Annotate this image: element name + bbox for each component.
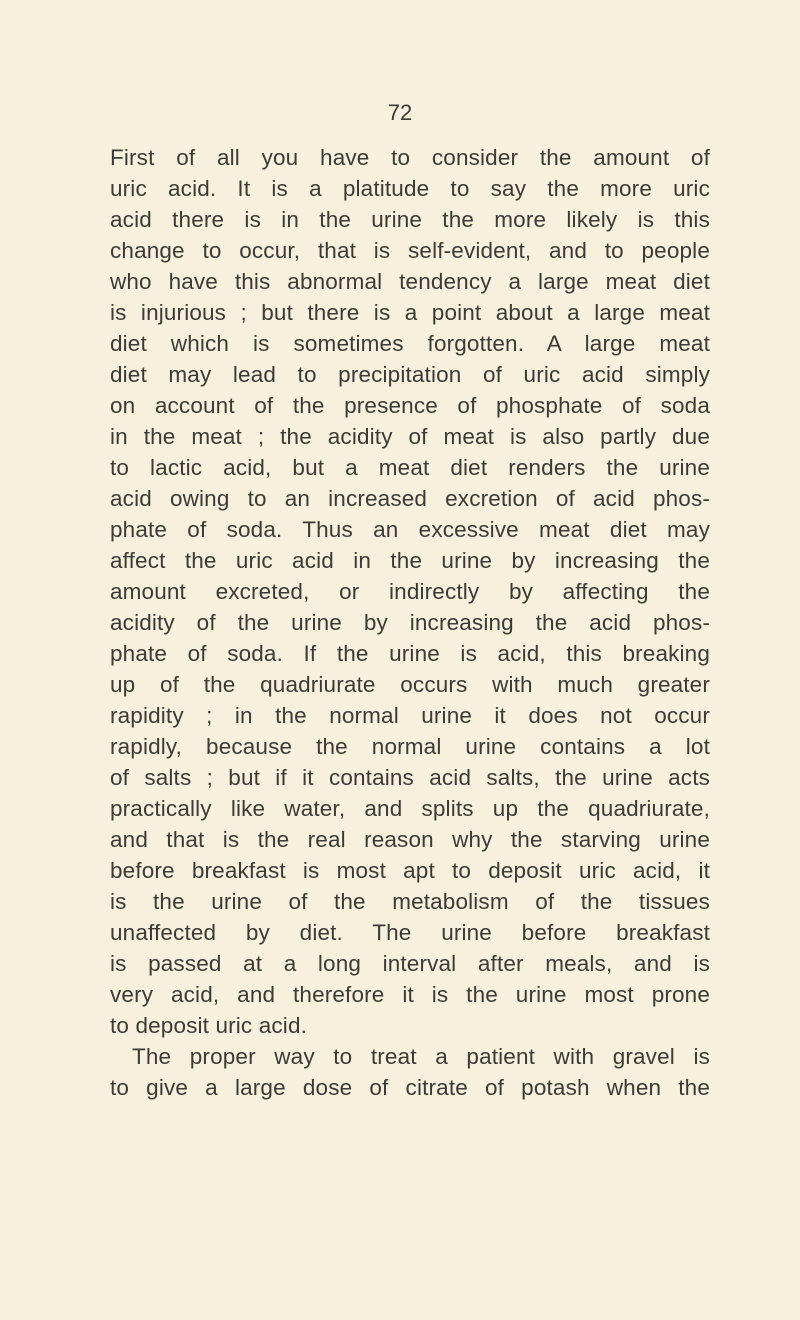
text-line: acidity of the urine by increasing the acid phos-: [110, 610, 710, 635]
text-line: rapidly, because the normal urine contains a lot: [110, 734, 710, 759]
paragraph: [110, 1041, 710, 1103]
body-text: [110, 142, 710, 1103]
text-line: in the meat ; the acidity of meat is also partly due: [110, 424, 710, 449]
text-line: rapidity ; in the normal urine it does not occur: [110, 703, 710, 728]
text-line: and that is the real reason why the starving urine: [110, 827, 710, 852]
text-line: The proper way to treat a patient with gravel is: [132, 1044, 710, 1069]
text-line: amount excreted, or indirectly by affecting the: [110, 579, 710, 604]
text-line: up of the quadriurate occurs with much greater: [110, 672, 710, 697]
text-line: phate of soda. If the urine is acid, this breaking: [110, 641, 710, 666]
text-line: unaffected by diet. The urine before breakfast: [110, 920, 710, 945]
paragraph: [110, 142, 710, 1041]
text-line: who have this abnormal tendency a large meat diet: [110, 269, 710, 294]
text-line: on account of the presence of phosphate of soda: [110, 393, 710, 418]
text-line: to lactic acid, but a meat diet renders the urine: [110, 455, 710, 480]
text-line: of salts ; but if it contains acid salts, the urine acts: [110, 765, 710, 790]
text-line: acid there is in the urine the more likely is this: [110, 207, 710, 232]
text-line: practically like water, and splits up the quadriurate,: [110, 796, 710, 821]
text-line: diet which is sometimes forgotten. A large meat: [110, 331, 710, 356]
text-line: uric acid. It is a platitude to say the more uric: [110, 176, 710, 201]
text-line: phate of soda. Thus an excessive meat diet may: [110, 517, 710, 542]
text-line: acid owing to an increased excretion of acid phos-: [110, 486, 710, 511]
text-line: is the urine of the metabolism of the tissues: [110, 889, 710, 914]
text-line: affect the uric acid in the urine by increasing the: [110, 548, 710, 573]
text-line: is passed at a long interval after meals, and is: [110, 951, 710, 976]
text-line: diet may lead to precipitation of uric acid simply: [110, 362, 710, 387]
text-line: to give a large dose of citrate of potash when the: [110, 1075, 710, 1100]
text-line: First of all you have to consider the amount of: [110, 145, 710, 170]
text-line: change to occur, that is self-evident, and to people: [110, 238, 710, 263]
text-line: very acid, and therefore it is the urine most prone: [110, 982, 710, 1007]
text-line: to deposit uric acid.: [110, 1013, 308, 1038]
text-line: is injurious ; but there is a point about a large meat: [110, 300, 710, 325]
page-number: 72: [387, 100, 413, 125]
text-line: before breakfast is most apt to deposit uric acid, it: [110, 858, 710, 883]
